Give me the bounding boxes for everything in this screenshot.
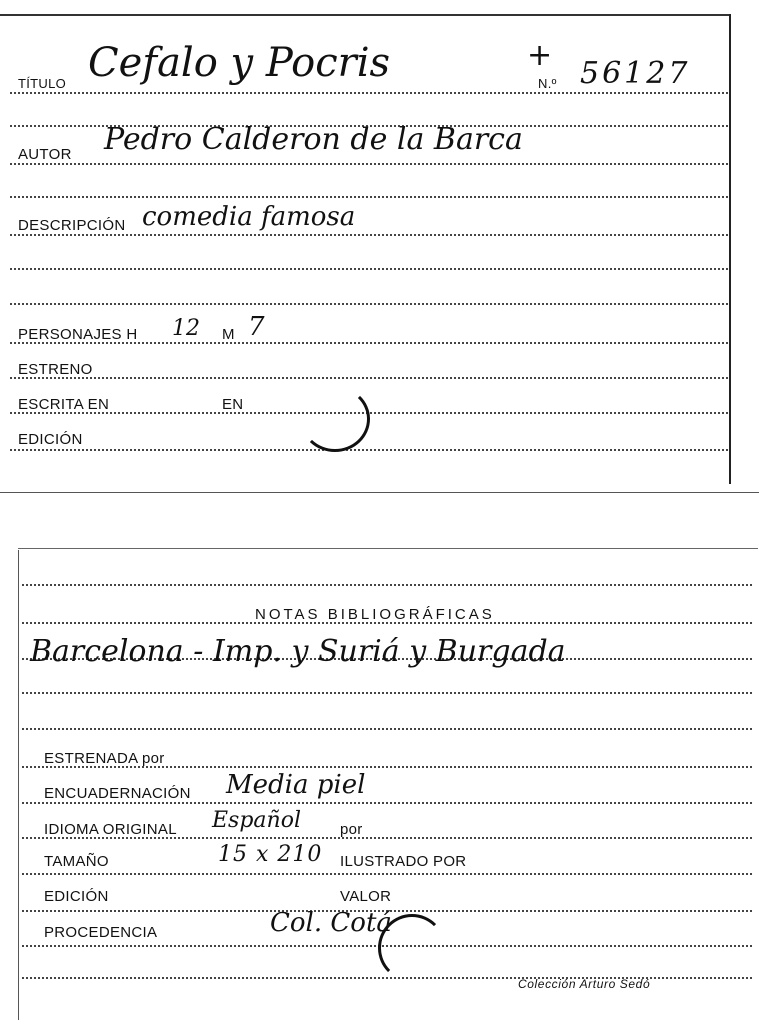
notas-bibliograficas-heading: NOTAS BIBLIOGRÁFICAS bbox=[255, 606, 495, 623]
rule-line bbox=[22, 802, 752, 804]
label-estrenada-por: ESTRENADA por bbox=[44, 750, 165, 767]
label-edicion: EDICIÓN bbox=[18, 431, 83, 448]
card-top-frame-right bbox=[729, 14, 731, 484]
catalog-card-top bbox=[0, 0, 759, 495]
handwritten-idioma: Español bbox=[212, 808, 301, 833]
label-procedencia: PROCEDENCIA bbox=[44, 924, 158, 941]
label-edicion-bottom: EDICIÓN bbox=[44, 888, 109, 905]
rule-line bbox=[22, 728, 752, 730]
label-tamano: TAMAÑO bbox=[44, 853, 109, 870]
label-ilustrado-por: ILUSTRADO POR bbox=[340, 853, 467, 870]
card-bottom-frame-left bbox=[18, 550, 19, 1020]
rule-line bbox=[10, 234, 728, 236]
cross-mark: + bbox=[527, 38, 553, 73]
catalog-card-bottom bbox=[0, 540, 759, 1028]
handwritten-tamano: 15 x 210 bbox=[218, 842, 323, 867]
stamp-circle bbox=[378, 914, 446, 982]
label-estreno: ESTRENO bbox=[18, 361, 93, 378]
label-numero-prefix: N.º bbox=[538, 76, 557, 91]
label-personajes: PERSONAJES H bbox=[18, 326, 138, 343]
rule-line bbox=[22, 584, 752, 586]
label-idioma-original: IDIOMA ORIGINAL bbox=[44, 821, 177, 838]
rule-line bbox=[10, 377, 728, 379]
label-valor: VALOR bbox=[340, 888, 392, 905]
label-por: por bbox=[340, 821, 363, 838]
rule-line bbox=[10, 303, 728, 305]
rule-line bbox=[10, 163, 728, 165]
collection-footer: Colección Arturo Sedó bbox=[518, 977, 651, 991]
rule-line bbox=[22, 873, 752, 875]
label-en: EN bbox=[222, 396, 244, 413]
card-bottom-frame-top bbox=[18, 548, 758, 549]
label-encuadernacion: ENCUADERNACIÓN bbox=[44, 785, 191, 802]
handwritten-descripcion: comedia famosa bbox=[142, 202, 356, 232]
label-titulo: TÍTULO bbox=[18, 76, 67, 91]
handwritten-titulo: Cefalo y Pocris bbox=[88, 40, 391, 86]
handwritten-personajes-m: 7 bbox=[248, 312, 265, 342]
handwritten-autor: Pedro Calderon de la Barca bbox=[104, 122, 523, 157]
corner-mark bbox=[729, 462, 731, 484]
label-escrita-en: ESCRITA EN bbox=[18, 396, 110, 413]
handwritten-notas: Barcelona - Imp. y Suriá y Burgada bbox=[30, 634, 566, 669]
stamp-circle bbox=[300, 386, 370, 452]
rule-line bbox=[10, 92, 728, 94]
handwritten-numero: 56127 bbox=[580, 56, 691, 91]
handwritten-personajes-h: 12 bbox=[172, 316, 200, 341]
rule-line bbox=[10, 449, 728, 451]
label-autor: AUTOR bbox=[18, 146, 72, 163]
rule-line bbox=[10, 196, 728, 198]
label-descripcion: DESCRIPCIÓN bbox=[18, 217, 126, 234]
card-top-frame-bottom bbox=[0, 492, 759, 493]
label-m: M bbox=[222, 326, 235, 343]
handwritten-encuadernacion: Media piel bbox=[226, 770, 366, 800]
rule-line bbox=[22, 692, 752, 694]
card-top-frame-top bbox=[0, 14, 730, 16]
rule-line bbox=[10, 268, 728, 270]
handwritten-procedencia: Col. Cotá bbox=[270, 908, 392, 938]
